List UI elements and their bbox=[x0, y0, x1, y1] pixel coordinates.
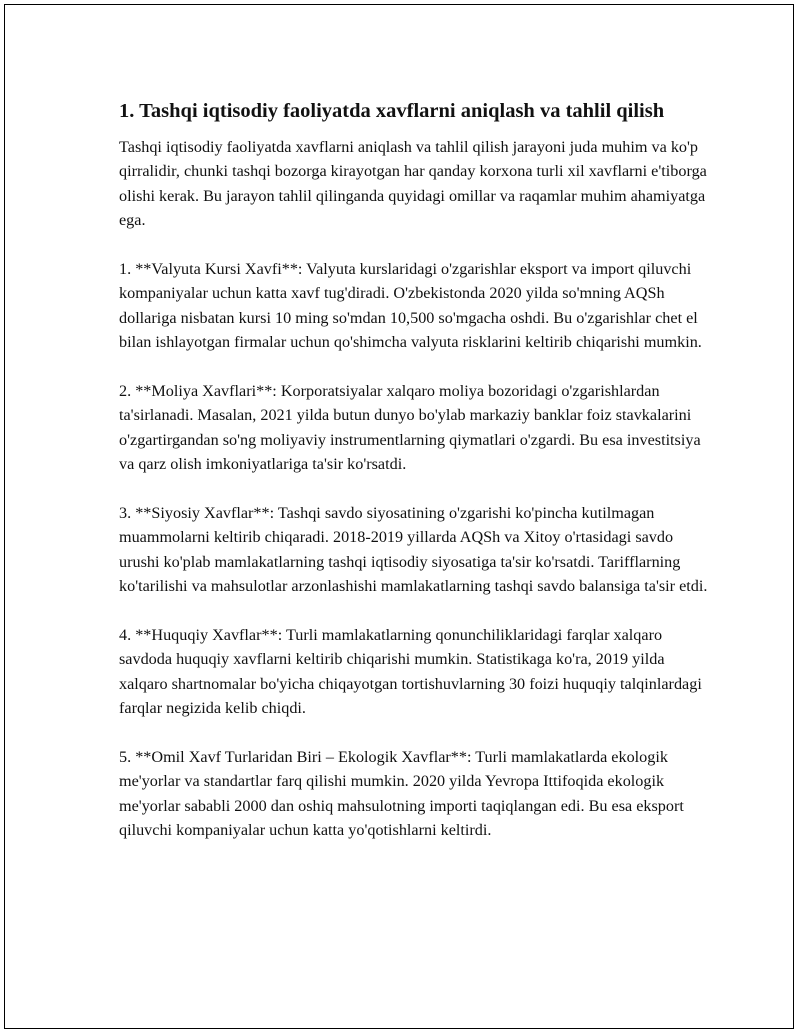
paragraph-ecological-risk: 5. **Omil Xavf Turlaridan Biri – Ekologik Xavflar**: Turli mamlakatlarda ekologik me'yorlar va standartlar farq qilishi mumkin. 2020 yilda Yevropa Ittifoqida ekologik me'yorlar sababli 2000 dan oshiq mahsulotning importi taqiqlangan edi. Bu esa eksport qiluvchi kompaniyalar uchun katta yo'qotishlarni keltirdi. bbox=[119, 748, 684, 840]
paragraph-financial-risk: 2. **Moliya Xavflari**: Korporatsiyalar xalqaro moliya bozoridagi o'zgarishlardan ta'sirlanadi. Masalan, 2021 yilda butun dunyo bo'ylab markaziy banklar foiz stavkalarini o'zgartirgandan so'ng moliyaviy instrumentlarning qiymatlari o'zgardi. Bu esa investitsiya va qarz olish imkoniyatlariga ta'sir ko'rsatdi. bbox=[119, 382, 701, 474]
document-page bbox=[4, 4, 794, 1029]
document-body bbox=[119, 97, 709, 843]
paragraph-political-risk: 3. **Siyosiy Xavflar**: Tashqi savdo siyosatining o'zgarishi ko'pincha kutilmagan muammolarni keltirib chiqaradi. 2018-2019 yillarda AQSh va Xitoy o'rtasidagi savdo urushi ko'plab mamlakatlarning tashqi iqtisodiy siyosatiga ta'sir ko'rsatdi. Tarifflarning ko'tarilishi va mahsulotlar arzonlashishi mamlakatlarning tashqi savdo balansiga ta'sir etdi. bbox=[119, 504, 708, 596]
section-heading: 1. Tashqi iqtisodiy faoliyatda xavflarni aniqlash va tahlil qilish bbox=[119, 100, 665, 122]
paragraph-currency-risk: 1. **Valyuta Kursi Xavfi**: Valyuta kurslaridagi o'zgarishlar eksport va import qiluvchi kompaniyalar uchun katta xavf tug'diradi. O'zbekistonda 2020 yilda so'mning AQSh dollariga nisbatan kursi 10 ming so'mdan 10,500 so'mgacha oshdi. Bu o'zgarishlar chet el bilan ishlayotgan firmalar uchun qo'shimcha valyuta risklarini keltirib chiqarishi mumkin. bbox=[119, 260, 702, 352]
intro-paragraph: Tashqi iqtisodiy faoliyatda xavflarni aniqlash va tahlil qilish jarayoni juda muhim va ko'p qirralidir, chunki tashqi bozorga kirayotgan har qanday korxona turli xil xavflarni e'tiborga olishi kerak. Bu jarayon tahlil qilinganda quyidagi omillar va raqamlar muhim ahamiyatga ega. bbox=[119, 138, 707, 230]
paragraph-legal-risk: 4. **Huquqiy Xavflar**: Turli mamlakatlarning qonunchiliklaridagi farqlar xalqaro savdoda huquqiy xavflarni keltirib chiqarishi mumkin. Statistikaga ko'ra, 2019 yilda xalqaro shartnomalar bo'yicha chiqayotgan tortishuvlarning 30 foizi huquqiy talqinlardagi farqlar negizida kelib chiqdi. bbox=[119, 626, 702, 718]
